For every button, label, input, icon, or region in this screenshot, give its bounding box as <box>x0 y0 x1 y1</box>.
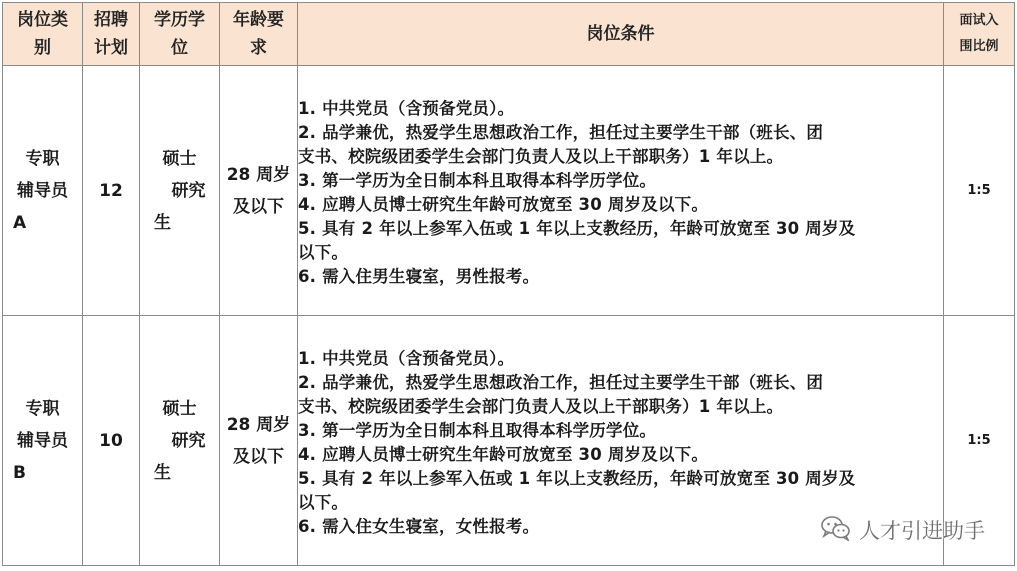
header-age-line: 求 <box>250 38 267 58</box>
condition-line: 1. 中共党员（含预备党员）。 <box>298 348 515 368</box>
header-category-line: 别 <box>34 38 51 58</box>
cell-ratio: 1:5 <box>944 66 1015 316</box>
age-line: 及以下 <box>233 196 284 217</box>
condition-line: 4. 应聘人员博士研究生年龄可放宽至 30 周岁及以下。 <box>298 444 709 464</box>
header-ratio-line: 围比例 <box>959 39 999 54</box>
category-line: 辅导员 <box>17 180 68 201</box>
condition-line: 5. 具有 2 年以上参军入伍或 1 年以上支教经历，年龄可放宽至 30 周岁及 <box>298 468 856 488</box>
degree-line: 生 <box>154 462 171 483</box>
category-line: B <box>13 462 26 483</box>
header-plan-line: 招聘 <box>94 10 128 30</box>
header-plan-line: 计划 <box>94 38 128 58</box>
condition-line: 1. 中共党员（含预备党员）。 <box>298 98 515 118</box>
recruitment-table <box>2 2 1015 566</box>
table-row <box>3 66 1015 316</box>
condition-line: 2. 品学兼优，热爱学生思想政治工作，担任过主要学生干部（班长、团 <box>298 372 824 392</box>
condition-line: 3. 第一学历为全日制本科且取得本科学历学位。 <box>298 420 657 440</box>
degree-line: 研究 <box>171 180 206 201</box>
condition-line: 支书、校院级团委学生会部门负责人及以上干部职务）1 年以上。 <box>298 396 784 416</box>
header-degree-line: 学历学 <box>154 10 205 30</box>
header-row <box>3 3 1015 66</box>
header-conditions <box>298 3 944 66</box>
header-age <box>220 3 298 66</box>
cell-age <box>220 316 298 566</box>
condition-line: 以下。 <box>298 492 349 512</box>
condition-line: 2. 品学兼优，热爱学生思想政治工作，担任过主要学生干部（班长、团 <box>298 122 824 142</box>
watermark <box>821 515 985 545</box>
watermark-text: 人才引进助手 <box>859 519 985 543</box>
cell-degree <box>140 66 220 316</box>
cell-plan: 12 <box>83 66 140 316</box>
condition-line: 4. 应聘人员博士研究生年龄可放宽至 30 周岁及以下。 <box>298 194 709 214</box>
condition-line: 6. 需入住男生寝室，男性报考。 <box>298 266 540 286</box>
degree-line: 生 <box>154 212 171 233</box>
cell-category <box>3 316 83 566</box>
cell-plan: 10 <box>83 316 140 566</box>
header-ratio <box>944 3 1015 66</box>
condition-line: 6. 需入住女生寝室，女性报考。 <box>298 516 540 536</box>
degree-line: 硕士 <box>162 398 197 419</box>
degree-line: 硕士 <box>162 148 197 169</box>
condition-line: 以下。 <box>298 242 349 262</box>
condition-line: 支书、校院级团委学生会部门负责人及以上干部职务）1 年以上。 <box>298 146 784 166</box>
cell-category <box>3 66 83 316</box>
header-conditions-label: 岗位条件 <box>586 24 655 44</box>
category-line: A <box>13 212 27 233</box>
age-line: 28 周岁 <box>226 414 291 435</box>
category-line: 专职 <box>25 398 60 419</box>
wechat-icon <box>821 515 851 545</box>
header-degree <box>140 3 220 66</box>
header-category-line: 岗位类 <box>17 10 68 30</box>
header-degree-line: 位 <box>171 38 188 58</box>
header-age-line: 年龄要 <box>233 10 284 30</box>
age-line: 28 周岁 <box>226 164 291 185</box>
cell-age <box>220 66 298 316</box>
header-category <box>3 3 83 66</box>
degree-line: 研究 <box>171 430 206 451</box>
cell-degree <box>140 316 220 566</box>
condition-line: 3. 第一学历为全日制本科且取得本科学历学位。 <box>298 170 657 190</box>
header-ratio-line: 面试入 <box>959 13 999 28</box>
category-line: 专职 <box>25 148 60 169</box>
cell-conditions <box>298 66 944 316</box>
header-plan <box>83 3 140 66</box>
age-line: 及以下 <box>233 446 284 467</box>
cell-ratio: 1:5 <box>944 316 1015 566</box>
condition-line: 5. 具有 2 年以上参军入伍或 1 年以上支教经历，年龄可放宽至 30 周岁及 <box>298 218 856 238</box>
category-line: 辅导员 <box>17 430 68 451</box>
